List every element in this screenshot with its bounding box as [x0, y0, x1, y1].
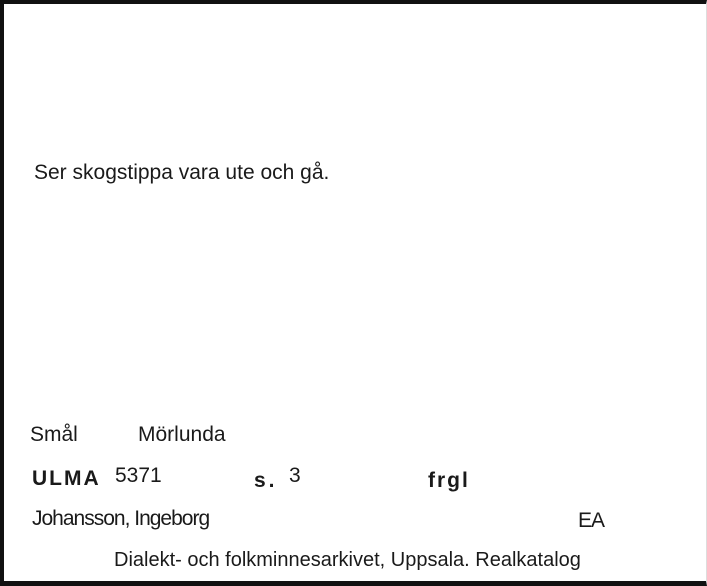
- archive-code: ULMA: [32, 467, 101, 490]
- archive-footer: Dialekt- och folkminnesarkivet, Uppsala. Realkatalog: [114, 549, 581, 571]
- archive-number: 5371: [115, 464, 162, 487]
- recorder-name: Johansson, Ingeborg: [32, 507, 210, 530]
- recorder-code: EA: [578, 509, 605, 532]
- province-label: Smål: [30, 423, 78, 446]
- page-number: 3: [289, 464, 301, 487]
- page-label: s.: [254, 469, 278, 492]
- parish-label: Mörlunda: [138, 423, 226, 446]
- category-code: frgl: [428, 469, 470, 492]
- card-main-text: Ser skogstippa vara ute och gå.: [34, 161, 330, 184]
